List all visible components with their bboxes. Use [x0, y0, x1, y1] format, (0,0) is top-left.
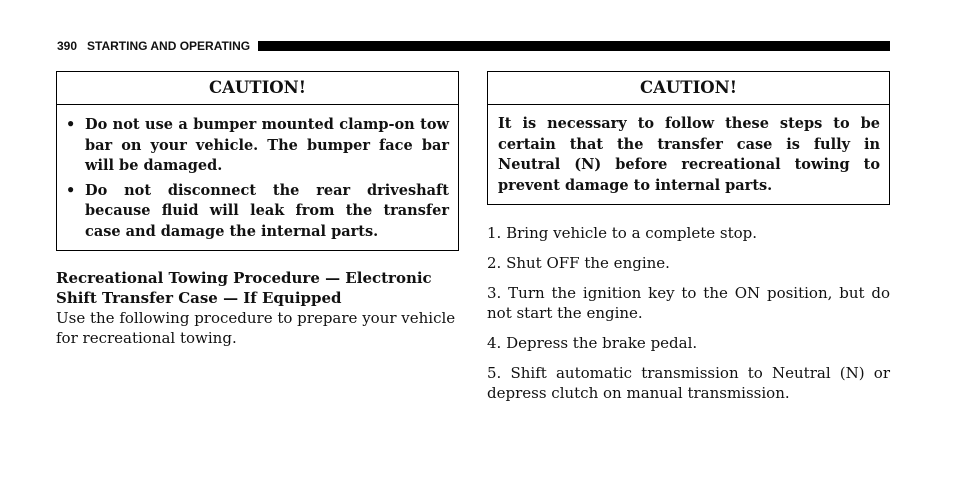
step-item: 3. Turn the ignition key to the ON position, but do not start the engine. [487, 284, 890, 322]
procedure-body: Use the following procedure to prepare your vehicle for recreational towing. [56, 309, 456, 347]
procedure-heading: Recreational Towing Procedure — Electronic Shift Transfer Case — If Equipped [56, 269, 432, 307]
caution-box-left [56, 71, 459, 251]
step-item: 1. Bring vehicle to a complete stop. [487, 224, 758, 242]
section-title: STARTING AND OPERATING [87, 39, 251, 53]
page-header [57, 38, 890, 54]
step-item: 4. Depress the brake pedal. [487, 334, 698, 352]
caution-item-text: Do not disconnect the rear driveshaft because fluid will leak from the transfer case and damage the internal parts. [85, 181, 449, 240]
caution-box-right [487, 71, 890, 205]
header-rule [258, 41, 890, 51]
caution-list-item [66, 181, 449, 243]
step-item: 5. Shift automatic transmission to Neutral (N) or depress clutch on manual transmission. [487, 364, 890, 402]
caution-list-item [66, 115, 449, 177]
steps-list [487, 223, 890, 413]
caution-title: CAUTION! [488, 72, 889, 105]
step-item: 2. Shut OFF the engine. [487, 254, 670, 272]
bullet-icon: • [66, 116, 76, 133]
caution-title: CAUTION! [57, 72, 458, 105]
procedure-section [56, 268, 460, 348]
caution-item-text: Do not use a bumper mounted clamp-on tow bar on your vehicle. The bumper face bar will be damaged. [85, 116, 449, 174]
page-number: 390 [57, 39, 78, 53]
bullet-icon: • [66, 181, 76, 199]
caution-text: It is necessary to follow these steps to be certain that the transfer case is fully in Neutral (N) before recreational towing to prevent damage to internal parts. [498, 115, 880, 194]
caution-list [57, 105, 458, 242]
